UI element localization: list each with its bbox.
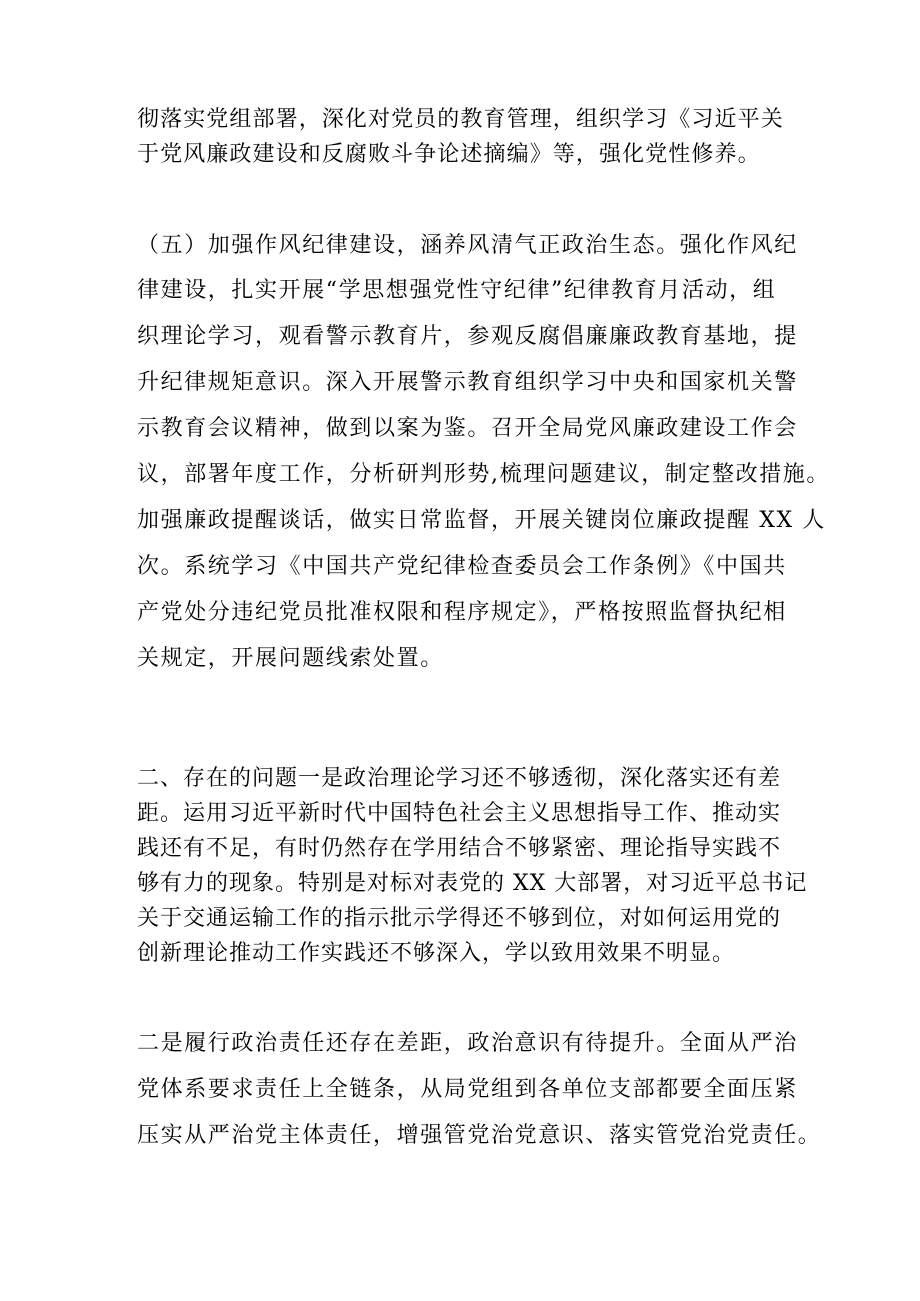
text-line: 距。运用习近平新时代中国特色社会主义思想指导工作、推动实 bbox=[137, 801, 782, 826]
text-line: 议，部署年度工作，分析研判形势,梳理问题建议，制定整改措施。 bbox=[137, 462, 830, 487]
text-line: 升纪律规矩意识。深入开展警示教育组织学习中央和国家机关警 bbox=[137, 370, 798, 395]
text-line: 于党风廉政建设和反腐败斗争论述摘编》等，强化党性修养。 bbox=[137, 142, 761, 167]
text-line: 二、存在的问题一是政治理论学习还不够透彻，深化落实还有差 bbox=[137, 766, 782, 791]
text-line: 创新理论推动工作实践还不够深入，学以致用效果不明显。 bbox=[137, 941, 736, 966]
text-line: 织理论学习，观看警示教育片，参观反腐倡廉廉政教育基地，提 bbox=[137, 324, 798, 349]
text-line: 关规定，开展问题线索处置。 bbox=[137, 646, 444, 671]
text-line: 次。系统学习《中国共产党纪律检查委员会工作条例》《中国共 bbox=[137, 554, 787, 579]
text-line: 产党处分违纪党员批准权限和程序规定》，严格按照监督执纪相 bbox=[137, 600, 787, 625]
text-line: 示教育会议精神，做到以案为鉴。召开全局党风廉政建设工作会 bbox=[137, 416, 798, 441]
text-line: 关于交通运输工作的指示批示学得还不够到位，对如何运用党的 bbox=[137, 906, 782, 931]
text-line: 践还有不足，有时仍然存在学用结合不够紧密、理论指导实践不 bbox=[137, 836, 782, 861]
text-line: 加强廉政提醒谈话，做实日常监督，开展关键岗位廉政提醒 XX 人 bbox=[137, 508, 826, 533]
text-line: （五）加强作风纪律建设，涵养风清气正政治生态。强化作风纪 bbox=[137, 233, 798, 258]
text-line: 彻落实党组部署，深化对党员的教育管理，组织学习《习近平关 bbox=[137, 107, 784, 132]
text-line: 党体系要求责任上全链条，从局党组到各单位支部都要全面压紧 bbox=[137, 1077, 798, 1102]
text-line: 二是履行政治责任还存在差距，政治意识有待提升。全面从严治 bbox=[137, 1031, 798, 1056]
text-line: 够有力的现象。特别是对标对表党的 XX 大部署，对习近平总书记 bbox=[137, 871, 808, 896]
text-line: 压实从严治党主体责任，增强管党治党意识、落实管党治党责任。 bbox=[137, 1123, 822, 1148]
text-line: 律建设，扎实开展“学思想强党性守纪律”纪律教育月活动，组 bbox=[137, 278, 777, 303]
